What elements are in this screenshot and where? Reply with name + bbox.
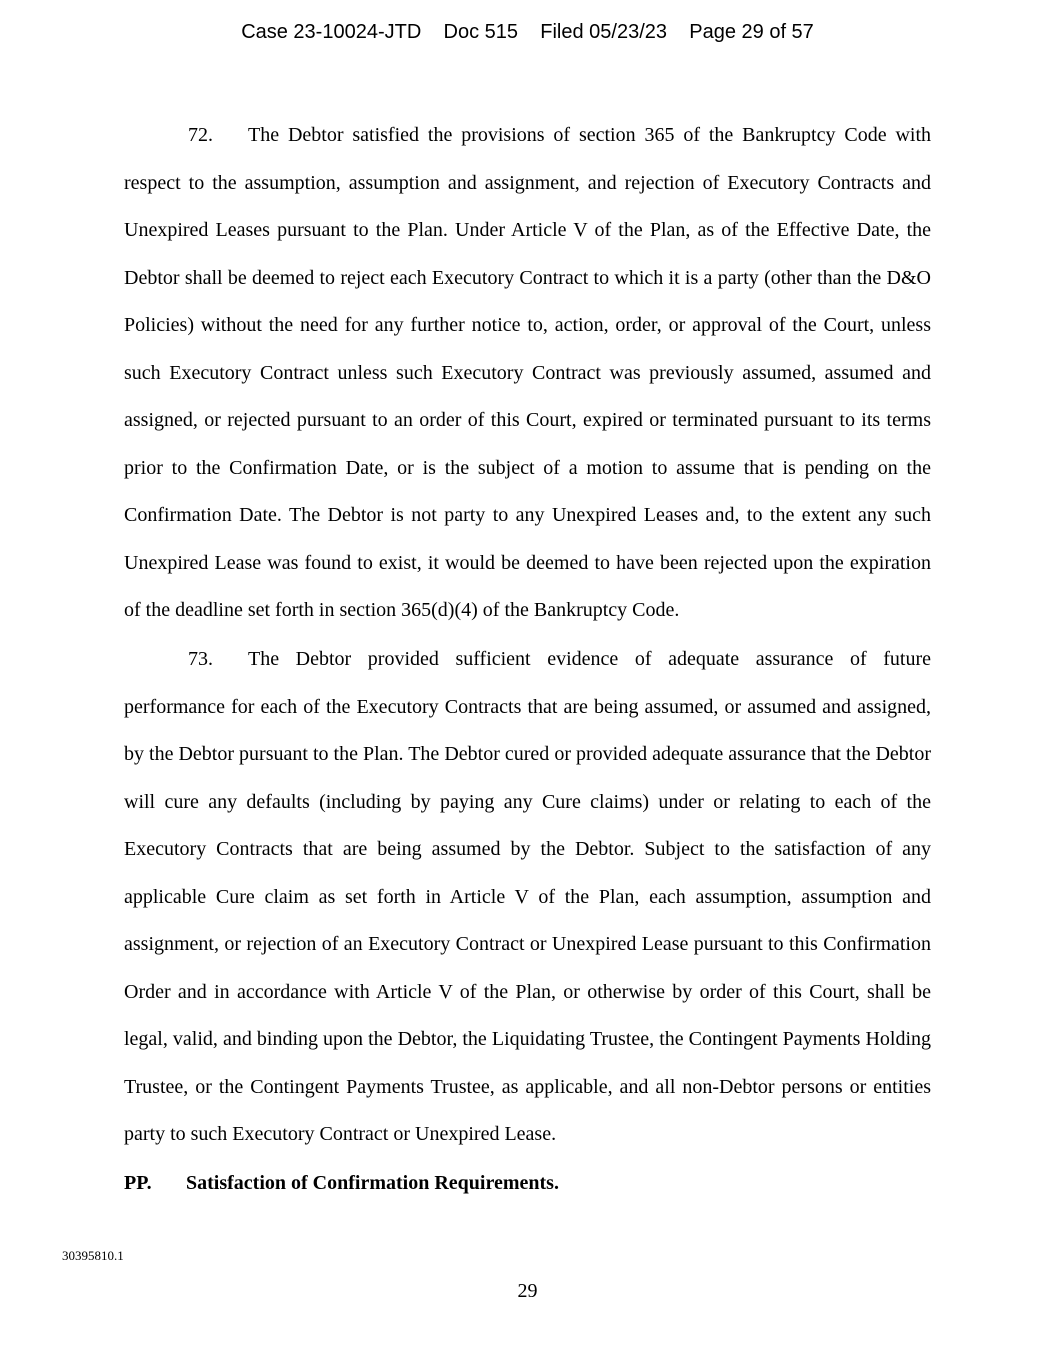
section-heading — [124, 1170, 559, 1196]
section-number: PP. — [124, 1172, 152, 1194]
page-count: Page 29 of 57 — [689, 21, 814, 43]
document-id: 30395810.1 — [62, 1248, 124, 1263]
paragraph-number: 73. — [188, 648, 213, 670]
paragraph-73 — [124, 636, 931, 1159]
case-number: Case 23-10024-JTD — [241, 21, 422, 43]
filed-date: Filed 05/23/23 — [540, 21, 668, 43]
case-header — [0, 19, 1055, 45]
page-number: 29 — [517, 1280, 538, 1302]
paragraph-text: The Debtor satisfied the provisions of section 365 of the Bankruptcy Code with respect to the assumption, assumption and assignment, and rejection of Executory Contracts and Unexpired Leases pursuant to the Plan. Under Article V of the Plan, as of the Effective Date, the Debtor shall be deemed to reject each Executory Contract to which it is a party (other than the D&O Policies) without the need for any further notice to, action, order, or approval of the Court, unless such Executory Contract unless such Executory Contract was previously assumed, assumed and assigned, or rejected pursuant to an order of this Court, expired or terminated pursuant to its terms prior to the Confirmation Date, or is the subject of a motion to assume that is pending on the Confirmation Date. The Debtor is not party to any Unexpired Leases and, to the extent any such Unexpired Lease was found to exist, it would be deemed to have been rejected upon the expiration of the deadline set forth in section 365(d)(4) of the Bankruptcy Code. — [124, 124, 931, 621]
paragraph-number: 72. — [188, 124, 213, 146]
paragraph-72 — [124, 112, 931, 635]
paragraph-text: The Debtor provided sufficient evidence of adequate assurance of future performance for each of the Executory Contracts that are being assumed, or assumed and assigned, by the Debtor pursuant to the Plan. The Debtor cured or provided adequate assurance that the Debtor will cure any defaults (including by paying any Cure claims) under or relating to each of the Executory Contracts that are being assumed by the Debtor. Subject to the satisfaction of any applicable Cure claim as set forth in Article V of the Plan, each assumption, assumption and assignment, or rejection of an Executory Contract or Unexpired Lease pursuant to this Confirmation Order and in accordance with Article V of the Plan, or otherwise by order of this Court, shall be legal, valid, and binding upon the Debtor, the Liquidating Trustee, the Contingent Payments Holding Trustee, or the Contingent Payments Trustee, as applicable, and all non-Debtor persons or entities party to such Executory Contract or Unexpired Lease. — [124, 648, 931, 1145]
doc-number: Doc 515 — [443, 21, 519, 43]
section-title: Satisfaction of Confirmation Requirements. — [186, 1172, 559, 1194]
